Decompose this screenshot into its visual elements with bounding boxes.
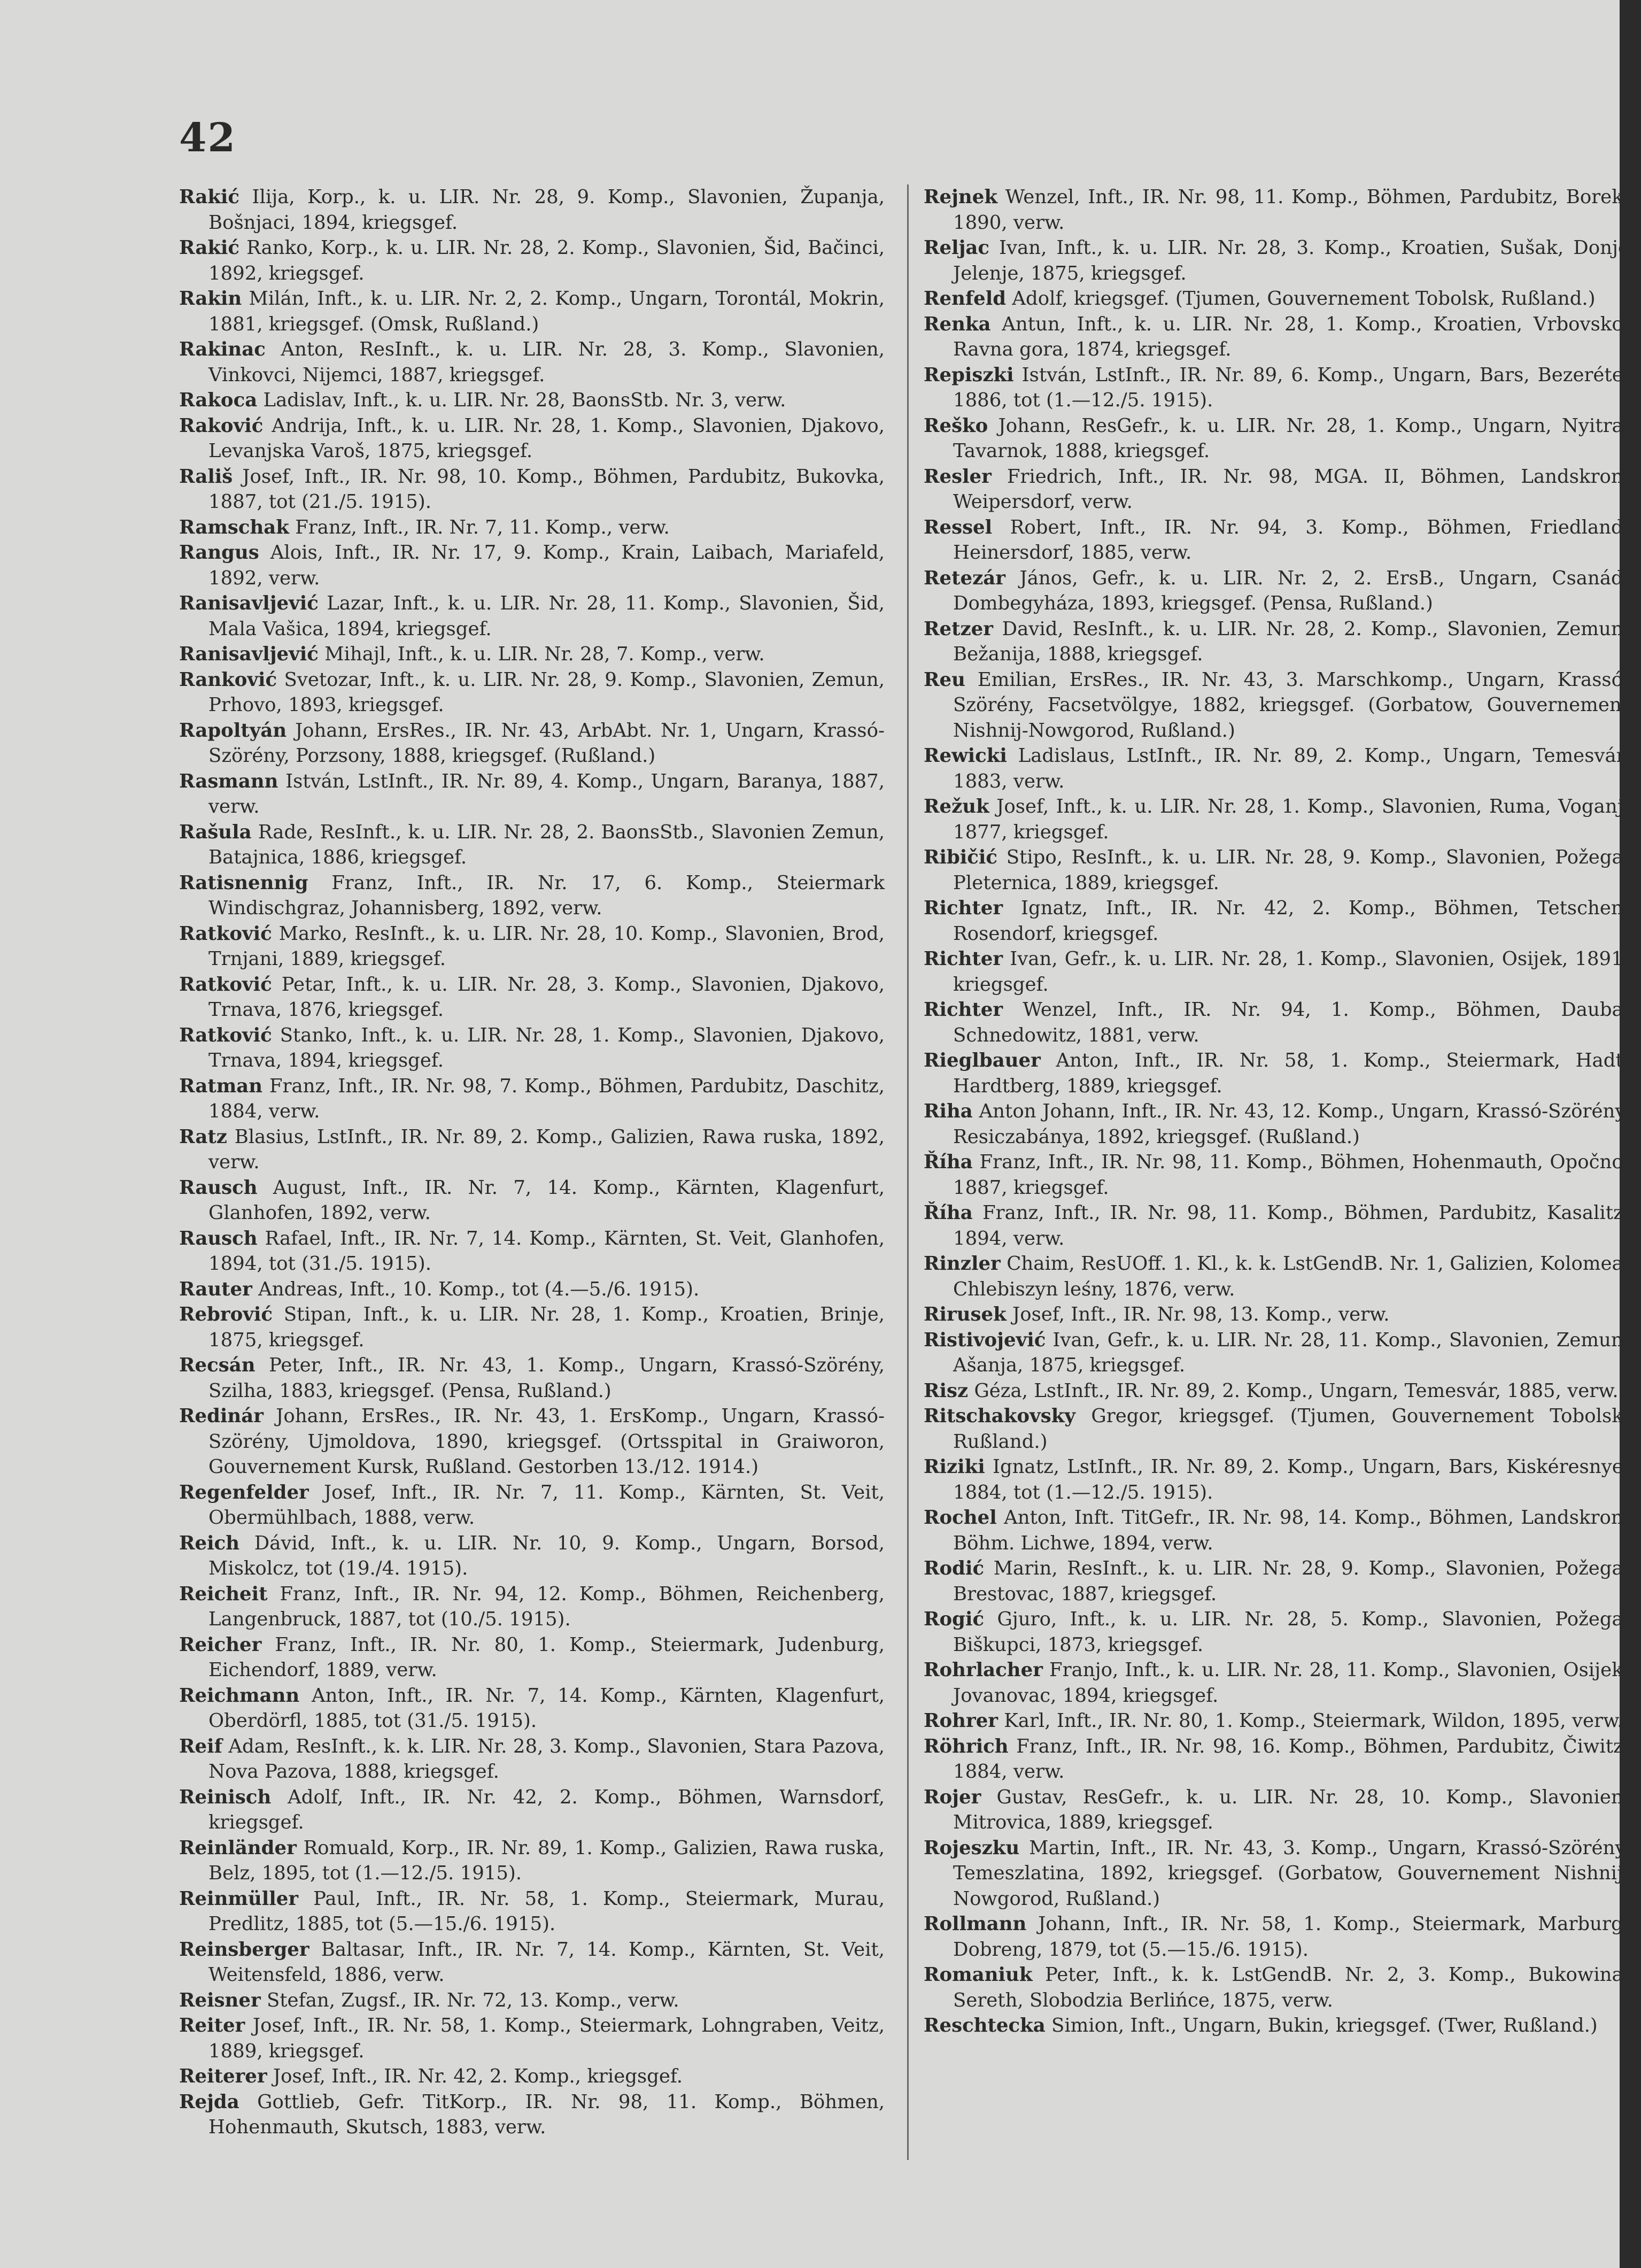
entry-surname: Ranisavljević (179, 592, 319, 614)
entry-details: Ilija, Korp., k. u. LIR. Nr. 28, 9. Komp., Slavonien, Županja, Bošnjaci, 1894, kriegsgef. (208, 186, 885, 234)
entry-surname: Ratković (179, 922, 272, 945)
entry-surname: Retzer (924, 618, 993, 640)
entry-details: Marko, ResInft., k. u. LIR. Nr. 28, 10. Komp., Slavonien, Brod, Trnjani, 1889, kriegsgef. (208, 922, 885, 970)
column-divider (907, 184, 909, 2160)
entry-surname: Rollmann (924, 1913, 1027, 1935)
entry-surname: Rohrlacher (924, 1659, 1043, 1681)
list-item (179, 1886, 885, 1937)
entry-surname: Rauter (179, 1278, 252, 1300)
entry-surname: Renka (924, 313, 991, 335)
entry-surname: Redinár (179, 1405, 264, 1427)
entry-surname: Romaniuk (924, 1964, 1033, 1986)
entry-details: Franz, Inft., IR. Nr. 94, 12. Komp., Böhmen, Reichenberg, Langenbruck, 1887, tot (10./5. 1915). (208, 1583, 885, 1630)
entry-details: Rade, ResInft., k. u. LIR. Nr. 28, 2. BaonsStb., Slavonien Zemun, Batajnica, 1886, kriegsgef. (208, 821, 885, 868)
entry-details: István, LstInft., IR. Nr. 89, 6. Komp., Ungarn, Bars, Bezeréte, 1886, tot (1.—12./5. 1915). (953, 364, 1629, 411)
entry-surname: Říha (924, 1151, 973, 1173)
entry-details: Adolf, Inft., IR. Nr. 42, 2. Komp., Böhmen, Warnsdorf, kriegsgef. (208, 1786, 885, 1833)
list-item (924, 362, 1629, 413)
list-item (924, 1835, 1629, 1912)
entry-surname: Raković (179, 414, 264, 437)
list-item (179, 2013, 885, 2064)
entry-surname: Ribičić (924, 846, 998, 868)
entry-details: Simion, Inft., Ungarn, Bukin, kriegsgef. (Twer, Rußland.) (1051, 2015, 1598, 2036)
list-item (924, 946, 1629, 997)
list-item (179, 921, 885, 972)
entry-surname: Ramschak (179, 516, 289, 538)
entry-surname: Rališ (179, 465, 233, 488)
entry-details: Ladislaus, LstInft., IR. Nr. 89, 2. Komp., Ungarn, Temesvár, 1883, verw. (953, 745, 1629, 792)
entry-details: Antun, Inft., k. u. LIR. Nr. 28, 1. Komp., Kroatien, Vrbovsko, Ravna gora, 1874, kriegsgef. (953, 313, 1629, 360)
entry-details: Franz, Inft., IR. Nr. 98, 11. Komp., Böhmen, Hohenmauth, Opočno, 1887, kriegsgef. (953, 1151, 1629, 1199)
entry-details: Rafael, Inft., IR. Nr. 7, 14. Komp., Kärnten, St. Veit, Glanhofen, 1894, tot (31./5. 1915). (208, 1227, 885, 1275)
list-item (924, 312, 1629, 362)
entry-surname: Rirusek (924, 1303, 1007, 1325)
entry-details: Géza, LstInft., IR. Nr. 89, 2. Komp., Ungarn, Temesvár, 1885, verw. (974, 1379, 1619, 1402)
list-item (179, 1632, 885, 1683)
entry-surname: Rangus (179, 542, 259, 564)
list-item (179, 1582, 885, 1632)
list-item (179, 464, 885, 515)
entry-surname: Riha (924, 1100, 973, 1122)
entry-details: Anton Johann, Inft., IR. Nr. 43, 12. Komp., Ungarn, Krassó-Szörény, Resiczabánya, 1892, kriegsgef. (Rußland.) (953, 1100, 1629, 1148)
list-item (179, 1531, 885, 1582)
list-item (179, 1480, 885, 1531)
list-item (179, 540, 885, 591)
entry-details: Friedrich, Inft., IR. Nr. 98, MGA. II, Böhmen, Landskron, Weipersdorf, verw. (953, 465, 1629, 513)
left-column (179, 184, 885, 2140)
list-item (924, 184, 1629, 235)
entry-details: Ladislav, Inft., k. u. LIR. Nr. 28, BaonsStb. Nr. 3, verw. (263, 389, 786, 411)
entry-details: Stipan, Inft., k. u. LIR. Nr. 28, 1. Komp., Kroatien, Brinje, 1875, kriegsgef. (208, 1303, 885, 1351)
list-item (924, 1556, 1629, 1607)
list-item (179, 1175, 885, 1226)
entry-surname: Reif (179, 1735, 222, 1757)
entry-details: Stanko, Inft., k. u. LIR. Nr. 28, 1. Komp., Slavonien, Djakovo, Trnava, 1894, kriegsgef. (208, 1024, 885, 1071)
list-item (924, 464, 1629, 515)
list-item (179, 388, 885, 413)
entry-details: Franjo, Inft., k. u. LIR. Nr. 28, 11. Komp., Slavonien, Osijek, Jovanovac, 1894, kriegsgef. (953, 1659, 1629, 1707)
entry-details: Ignatz, LstInft., IR. Nr. 89, 2. Komp., Ungarn, Bars, Kiskéresnye, 1884, tot (1.—12./5. 1915). (953, 1456, 1629, 1503)
entry-details: Lazar, Inft., k. u. LIR. Nr. 28, 11. Komp., Slavonien, Šid, Mala Vašica, 1894, kriegsgef. (208, 592, 885, 640)
list-item (924, 413, 1629, 464)
entry-details: Gottlieb, Gefr. TitKorp., IR. Nr. 98, 11. Komp., Böhmen, Hohenmauth, Skutsch, 1883, verw. (208, 2090, 885, 2138)
entry-surname: Rinzler (924, 1253, 1001, 1275)
entry-details: István, LstInft., IR. Nr. 89, 4. Komp., Ungarn, Baranya, 1887, verw. (208, 770, 885, 817)
entry-details: Andrija, Inft., k. u. LIR. Nr. 28, 1. Komp., Slavonien, Djakovo, Levanjska Varoš, 1875, kriegsgef. (208, 414, 885, 462)
entry-surname: Ratman (179, 1075, 263, 1097)
entry-surname: Ritschakovsky (924, 1405, 1075, 1427)
list-item (179, 184, 885, 235)
entry-details: Johann, ErsRes., IR. Nr. 43, ArbAbt. Nr. 1, Ungarn, Krassó-Szörény, Porzsony, 1888, kriegsgef. (Rußland.) (208, 719, 885, 767)
entry-details: Blasius, LstInft., IR. Nr. 89, 2. Komp., Galizien, Rawa ruska, 1892, verw. (208, 1125, 885, 1173)
list-item (924, 616, 1629, 667)
entry-surname: Reinsberger (179, 1938, 309, 1961)
entry-surname: Reinisch (179, 1786, 272, 1808)
list-item (179, 1937, 885, 1988)
entry-surname: Reiter (179, 2015, 245, 2036)
list-item (179, 1023, 885, 1074)
list-item (924, 566, 1629, 616)
entry-details: Mihajl, Inft., k. u. LIR. Nr. 28, 7. Komp., verw. (324, 643, 765, 665)
entry-details: Gustav, ResGefr., k. u. LIR. Nr. 28, 10. Komp., Slavonien, Mitrovica, 1889, kriegsgef. (953, 1786, 1629, 1833)
entry-details: Ranko, Korp., k. u. LIR. Nr. 28, 2. Komp., Slavonien, Šid, Bačinci, 1892, kriegsgef. (208, 237, 885, 284)
entry-surname: Rakin (179, 288, 242, 310)
entry-surname: Rakić (179, 237, 240, 259)
entry-surname: Ratisnennig (179, 871, 308, 894)
entry-details: Josef, Inft., IR. Nr. 98, 13. Komp., verw. (1012, 1303, 1390, 1325)
list-item (179, 337, 885, 388)
entry-details: Ivan, Gefr., k. u. LIR. Nr. 28, 1. Komp., Slavonien, Osijek, 1891, kriegsgef. (953, 948, 1629, 996)
entry-surname: Regenfelder (179, 1481, 309, 1503)
entry-surname: Reicheit (179, 1583, 268, 1605)
entry-details: Josef, Inft., IR. Nr. 42, 2. Komp., kriegsgef. (273, 2065, 683, 2087)
list-item (179, 2064, 885, 2089)
list-item (179, 2089, 885, 2140)
list-item (179, 1277, 885, 1302)
entry-details: Martin, Inft., IR. Nr. 43, 3. Komp., Ungarn, Krassó-Szörény, Temeszlatina, 1892, kriegsgef. (Gorbatow, Gouvernement Nishnij-Nowgorod, Rußland.) (953, 1837, 1629, 1910)
entry-details: Josef, Inft., IR. Nr. 58, 1. Komp., Steiermark, Lohngraben, Veitz, 1889, kriegsgef. (208, 2015, 885, 2062)
entry-surname: Ressel (924, 516, 993, 538)
entry-surname: Rakić (179, 186, 240, 208)
entry-surname: Reichmann (179, 1684, 300, 1707)
entry-details: Anton, ResInft., k. u. LIR. Nr. 28, 3. Komp., Slavonien, Vinkovci, Nijemci, 1887, kriegsgef. (208, 338, 885, 386)
entry-details: Franz, Inft., IR. Nr. 80, 1. Komp., Steiermark, Judenburg, Eichendorf, 1889, verw. (208, 1633, 885, 1681)
entry-surname: Rašula (179, 821, 252, 843)
entry-details: Anton, Inft., IR. Nr. 58, 1. Komp., Steiermark, Hadt, Hardtberg, 1889, kriegsgef. (953, 1050, 1629, 1097)
entry-details: Emilian, ErsRes., IR. Nr. 43, 3. Marschkomp., Ungarn, Krassó-Szörény, Facsetvölgye, 1882, kriegsgef. (Gorbatow, Gouvernement Nishnij-Nowgorod, Rußland.) (953, 668, 1629, 742)
list-item (179, 1074, 885, 1124)
list-item (924, 667, 1629, 744)
entry-surname: Rakinac (179, 338, 266, 360)
list-item (924, 515, 1629, 566)
entry-surname: Reisner (179, 1989, 261, 2011)
list-item (924, 1454, 1629, 1505)
entry-details: Petar, Inft., k. u. LIR. Nr. 28, 3. Komp., Slavonien, Djakovo, Trnava, 1876, kriegsgef. (208, 973, 885, 1021)
entry-surname: Reich (179, 1532, 240, 1554)
list-item (924, 1607, 1629, 1657)
entry-details: Ivan, Gefr., k. u. LIR. Nr. 28, 11. Komp., Slavonien, Zemun, Ašanja, 1875, kriegsgef. (953, 1329, 1629, 1376)
entry-surname: Röhrich (924, 1735, 1009, 1757)
entry-details: Franz, Inft., IR. Nr. 98, 11. Komp., Böhmen, Pardubitz, Kasalitz, 1894, verw. (953, 1202, 1629, 1249)
list-item (179, 1226, 885, 1277)
entry-details: Anton, Inft. TitGefr., IR. Nr. 98, 14. Komp., Böhmen, Landskron, Böhm. Lichwe, 1894, verw. (953, 1507, 1629, 1554)
entry-surname: Ratz (179, 1125, 227, 1148)
list-item (179, 1302, 885, 1353)
entry-details: August, Inft., IR. Nr. 7, 14. Komp., Kärnten, Klagenfurt, Glanhofen, 1892, verw. (208, 1176, 885, 1224)
list-item (179, 1988, 885, 2014)
entry-details: Johann, Inft., IR. Nr. 58, 1. Komp., Steiermark, Marburg, Dobreng, 1879, tot (5.—15./6. 1915). (953, 1913, 1629, 1961)
entry-surname: Rebrović (179, 1303, 273, 1325)
entry-surname: Richter (924, 999, 1003, 1021)
entry-details: Baltasar, Inft., IR. Nr. 7, 14. Komp., Kärnten, St. Veit, Weitensfeld, 1886, verw. (208, 1938, 885, 1986)
entry-details: David, ResInft., k. u. LIR. Nr. 28, 2. Komp., Slavonien, Zemun, Bežanija, 1888, kriegsgef. (953, 618, 1629, 665)
entry-surname: Resler (924, 465, 992, 488)
entry-surname: Ristivojević (924, 1329, 1046, 1351)
entry-surname: Rejnek (924, 186, 997, 208)
list-item (924, 286, 1629, 312)
entry-surname: Reško (924, 414, 988, 437)
page-number: 42 (179, 115, 236, 161)
entry-details: Paul, Inft., IR. Nr. 58, 1. Komp., Steiermark, Murau, Predlitz, 1885, tot (5.—15./6. 1915). (208, 1887, 885, 1935)
list-item (924, 1962, 1629, 2013)
list-item (924, 845, 1629, 896)
list-item (924, 1378, 1629, 1404)
list-item (924, 1505, 1629, 1556)
list-item (179, 1353, 885, 1403)
entry-details: Stipo, ResInft., k. u. LIR. Nr. 28, 9. Komp., Slavonien, Požega, Pleternica, 1889, kriegsgef. (953, 846, 1629, 894)
list-item (924, 1150, 1629, 1200)
list-item (924, 1734, 1629, 1785)
list-item (924, 1328, 1629, 1378)
entry-details: Franz, Inft., IR. Nr. 17, 6. Komp., Steiermark Windischgraz, Johannisberg, 1892, verw. (208, 871, 885, 919)
entry-surname: Risz (924, 1379, 969, 1402)
entry-surname: Reicher (179, 1633, 262, 1656)
list-item (924, 1251, 1629, 1302)
list-item (924, 1911, 1629, 1962)
list-item (924, 2013, 1629, 2039)
list-item (179, 667, 885, 718)
entry-surname: Rausch (179, 1227, 258, 1249)
entry-details: Adam, ResInft., k. k. LIR. Nr. 28, 3. Komp., Slavonien, Stara Pazova, Nova Pazova, 1888, kriegsgef. (208, 1735, 885, 1783)
entry-surname: Režuk (924, 796, 989, 817)
entry-details: Milán, Inft., k. u. LIR. Nr. 2, 2. Komp., Ungarn, Torontál, Mokrin, 1881, kriegsgef. (Omsk, Rußland.) (208, 288, 885, 335)
entry-details: Josef, Inft., k. u. LIR. Nr. 28, 1. Komp., Slavonien, Ruma, Voganj, 1877, kriegsgef. (953, 796, 1629, 843)
entry-details: Ivan, Inft., k. u. LIR. Nr. 28, 3. Komp., Kroatien, Sušak, Donje Jelenje, 1875, kriegsgef. (953, 237, 1629, 284)
entry-surname: Riziki (924, 1456, 985, 1478)
entry-surname: Rogić (924, 1608, 985, 1630)
entry-surname: Reschtecka (924, 2015, 1046, 2036)
entry-details: Marin, ResInft., k. u. LIR. Nr. 28, 9. Komp., Slavonien, Požega, Brestovac, 1887, kriegsgef. (953, 1557, 1629, 1605)
entry-surname: Rewicki (924, 745, 1007, 767)
right-column (924, 184, 1629, 2039)
list-item (924, 896, 1629, 946)
list-item (924, 1048, 1629, 1099)
entry-details: Johann, ResGefr., k. u. LIR. Nr. 28, 1. Komp., Ungarn, Nyitra, Tavarnok, 1888, kriegsgef. (953, 414, 1629, 462)
entry-surname: Ratković (179, 1024, 272, 1046)
entry-details: Gjuro, Inft., k. u. LIR. Nr. 28, 5. Komp., Slavonien, Požega, Biškupci, 1873, kriegsgef. (953, 1608, 1629, 1656)
list-item (179, 413, 885, 464)
entry-surname: Ranković (179, 668, 277, 691)
entry-surname: Reinländer (179, 1837, 297, 1859)
list-item (924, 1302, 1629, 1328)
entry-surname: Rasmann (179, 770, 278, 792)
list-item (179, 718, 885, 769)
entry-details: Dávid, Inft., k. u. LIR. Nr. 10, 9. Komp., Ungarn, Borsod, Miskolcz, tot (19./4. 1915). (208, 1532, 885, 1579)
entry-surname: Rochel (924, 1507, 997, 1529)
entry-surname: Reu (924, 668, 965, 691)
list-item (179, 591, 885, 642)
list-item (179, 1734, 885, 1785)
list-item (924, 1708, 1629, 1734)
entry-surname: Recsán (179, 1354, 256, 1376)
entry-surname: Rapoltyán (179, 719, 287, 742)
entry-details: Franz, Inft., IR. Nr. 7, 11. Komp., verw. (295, 516, 670, 538)
list-item (179, 1785, 885, 1835)
entry-surname: Rieglbauer (924, 1050, 1041, 1071)
entry-surname: Rausch (179, 1176, 258, 1199)
entry-surname: Rohrer (924, 1710, 998, 1732)
entry-details: Gregor, kriegsgef. (Tjumen, Gouvernement Tobolsk, Rußland.) (953, 1405, 1629, 1453)
entry-details: Robert, Inft., IR. Nr. 94, 3. Komp., Böhmen, Friedland, Heinersdorf, 1885, verw. (953, 516, 1629, 564)
entry-surname: Reiterer (179, 2065, 267, 2087)
list-item (179, 235, 885, 286)
entry-details: Karl, Inft., IR. Nr. 80, 1. Komp., Steiermark, Wildon, 1895, verw. (1004, 1710, 1623, 1732)
entry-details: Alois, Inft., IR. Nr. 17, 9. Komp., Krain, Laibach, Mariafeld, 1892, verw. (208, 542, 885, 589)
entry-surname: Rejda (179, 2090, 239, 2113)
list-item (924, 1785, 1629, 1835)
list-item (179, 870, 885, 921)
list-item (179, 1124, 885, 1175)
list-item (179, 972, 885, 1023)
entry-details: Peter, Inft., IR. Nr. 43, 1. Komp., Ungarn, Krassó-Szörény, Szilha, 1883, kriegsgef. (Pensa, Rußland.) (208, 1354, 885, 1402)
list-item (924, 1099, 1629, 1150)
entry-details: Ignatz, Inft., IR. Nr. 42, 2. Komp., Böhmen, Tetschen, Rosendorf, kriegsgef. (953, 897, 1629, 945)
list-item (924, 1403, 1629, 1454)
list-item (179, 1835, 885, 1886)
entry-details: Franz, Inft., IR. Nr. 98, 7. Komp., Böhmen, Pardubitz, Daschitz, 1884, verw. (208, 1075, 885, 1122)
entry-surname: Repiszki (924, 364, 1014, 386)
entry-details: Josef, Inft., IR. Nr. 98, 10. Komp., Böhmen, Pardubitz, Bukovka, 1887, tot (21./5. 1915). (208, 465, 885, 513)
list-item (179, 769, 885, 820)
entry-details: Wenzel, Inft., IR. Nr. 94, 1. Komp., Böhmen, Dauba, Schnedowitz, 1881, verw. (953, 999, 1629, 1046)
list-item (924, 743, 1629, 794)
list-item (924, 794, 1629, 845)
entry-details: Peter, Inft., k. k. LstGendB. Nr. 2, 3. Komp., Bukowina, Sereth, Slobodzia Berlińce, 1875, verw. (953, 1964, 1629, 2011)
entry-details: Adolf, kriegsgef. (Tjumen, Gouvernement Tobolsk, Rußland.) (1012, 288, 1596, 310)
entry-details: Andreas, Inft., 10. Komp., tot (4.—5./6. 1915). (258, 1278, 700, 1300)
entry-details: Wenzel, Inft., IR. Nr. 98, 11. Komp., Böhmen, Pardubitz, Borek, 1890, verw. (953, 186, 1629, 234)
entry-details: Franz, Inft., IR. Nr. 98, 16. Komp., Böhmen, Pardubitz, Čiwitz, 1884, verw. (953, 1735, 1629, 1783)
entry-details: Anton, Inft., IR. Nr. 7, 14. Komp., Kärnten, Klagenfurt, Oberdörfl, 1885, tot (31./5. 1915). (208, 1684, 885, 1732)
list-item (924, 1657, 1629, 1708)
list-item (924, 1200, 1629, 1251)
entry-surname: Richter (924, 897, 1003, 919)
list-item (179, 286, 885, 337)
entry-surname: Říha (924, 1202, 973, 1224)
entry-surname: Rodić (924, 1557, 985, 1579)
entry-surname: Retezár (924, 567, 1005, 589)
entry-details: Romuald, Korp., IR. Nr. 89, 1. Komp., Galizien, Rawa ruska, Belz, 1895, tot (1.—12./5. 1915). (208, 1837, 885, 1884)
list-item (924, 235, 1629, 286)
entry-surname: Reinmüller (179, 1887, 299, 1910)
entry-surname: Ratković (179, 973, 272, 996)
entry-details: Stefan, Zugsf., IR. Nr. 72, 13. Komp., verw. (266, 1989, 679, 2011)
entry-surname: Rojer (924, 1786, 981, 1808)
entry-surname: Richter (924, 948, 1003, 970)
list-item (179, 642, 885, 667)
list-item (924, 997, 1629, 1048)
list-item (179, 1403, 885, 1480)
entry-details: Johann, ErsRes., IR. Nr. 43, 1. ErsKomp., Ungarn, Krassó-Szörény, Ujmoldova, 1890, kriegsgef. (Ortsspital in Graiworon, Gouvernement Kursk, Rußland. Gestorben 13./12. 1914.) (208, 1405, 885, 1478)
entry-details: Svetozar, Inft., k. u. LIR. Nr. 28, 9. Komp., Slavonien, Zemun, Prhovo, 1893, kriegsgef. (208, 668, 885, 716)
entry-surname: Rakoca (179, 389, 258, 411)
list-item (179, 1683, 885, 1734)
list-item (179, 515, 885, 541)
entry-surname: Renfeld (924, 288, 1007, 310)
entry-details: Chaim, ResUOff. 1. Kl., k. k. LstGendB. Nr. 1, Galizien, Kolomea, Chlebiszyn leśny, 1876, verw. (953, 1253, 1629, 1300)
entry-details: Josef, Inft., IR. Nr. 7, 11. Komp., Kärnten, St. Veit, Obermühlbach, 1888, verw. (208, 1481, 885, 1529)
list-item (179, 820, 885, 870)
entry-surname: Ranisavljević (179, 643, 319, 665)
entry-surname: Rojeszku (924, 1837, 1020, 1859)
entry-surname: Reljac (924, 237, 990, 259)
entry-details: János, Gefr., k. u. LIR. Nr. 2, 2. ErsB., Ungarn, Csanád, Dombegyháza, 1893, kriegsgef. (Pensa, Rußland.) (953, 567, 1629, 614)
